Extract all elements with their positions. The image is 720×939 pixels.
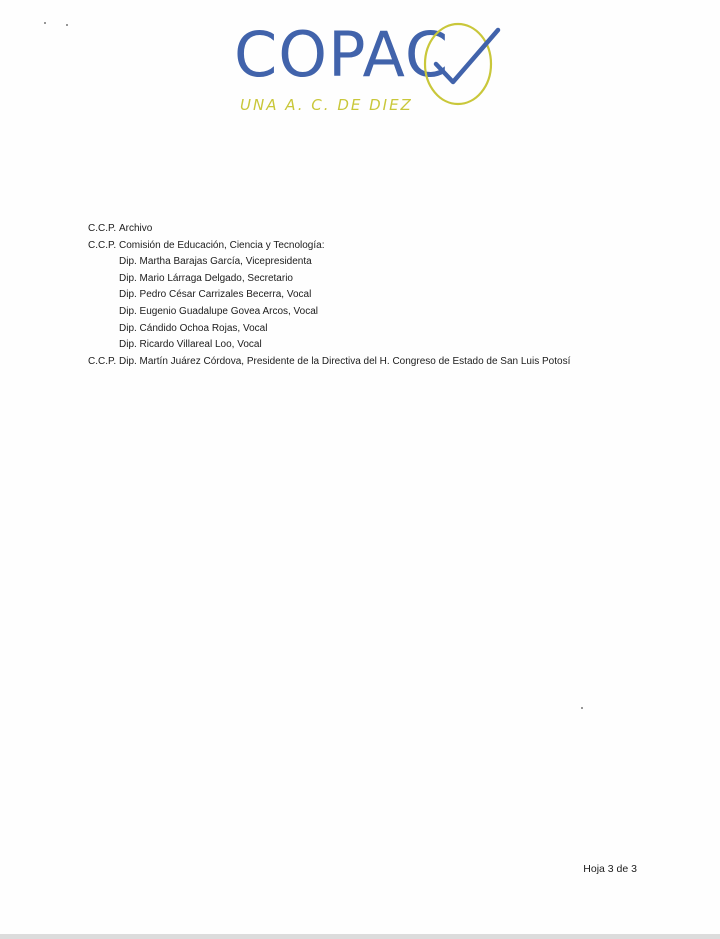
ccp-list [88, 221, 688, 370]
scan-edge [0, 934, 720, 939]
scan-speck [581, 707, 583, 709]
ccp-presidente [88, 354, 688, 371]
scan-speck [66, 24, 68, 26]
committee-member: Dip. Pedro César Carrizales Becerra, Vocal [119, 289, 312, 301]
ccp-prefix: C.C.P. [88, 239, 117, 251]
logo-wordmark: COPAC [234, 18, 450, 91]
committee-member: Dip. Cándido Ochoa Rojas, Vocal [119, 322, 268, 334]
ccp-prefix: C.C.P. [88, 355, 117, 367]
ccp-comision [88, 238, 688, 255]
committee-member: Dip. Martha Barajas García, Vicepresidenta [119, 256, 312, 268]
ccp-prefix: C.C.P. [88, 223, 117, 234]
checkmark-circle-icon [420, 18, 502, 112]
ccp-archivo [88, 221, 688, 238]
committee-member: Dip. Mario Lárraga Delgado, Secretario [119, 272, 293, 284]
ccp-text: Archivo [119, 223, 153, 234]
ccp-text: Comisión de Educación, Ciencia y Tecnología: [119, 239, 325, 251]
page-number: Hoja 3 de 3 [583, 863, 637, 875]
committee-member: Dip. Eugenio Guadalupe Govea Arcos, Vocal [119, 305, 319, 317]
logo-tagline: UNA A. C. DE DIEZ [240, 96, 413, 114]
ccp-text: Dip. Martín Juárez Córdova, Presidente de la Directiva del H. Congreso de Estado de San Luis Potosí [119, 355, 571, 367]
copac-logo [232, 18, 502, 116]
committee-member: Dip. Ricardo Villareal Loo, Vocal [119, 339, 262, 351]
scan-speck [44, 22, 46, 24]
